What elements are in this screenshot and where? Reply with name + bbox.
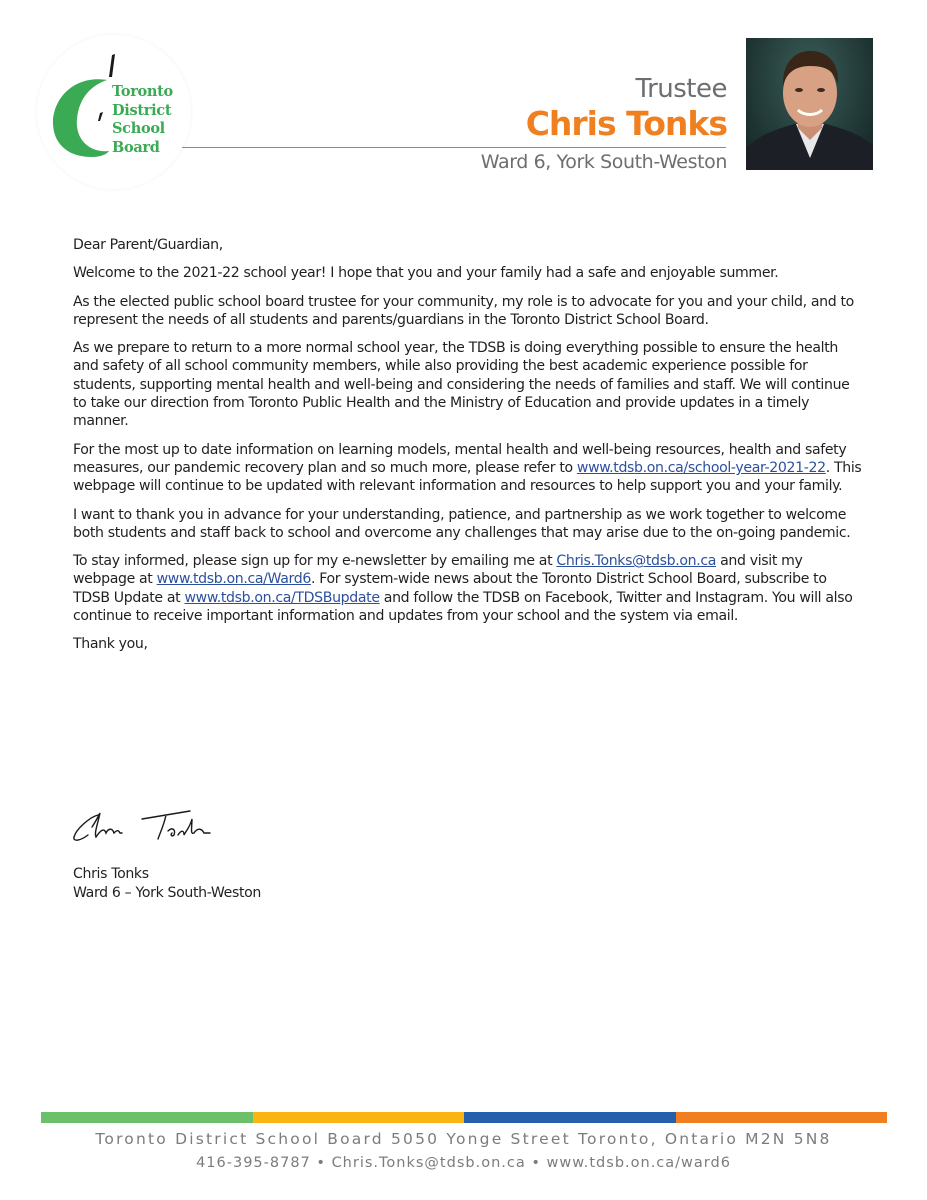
paragraph-role: As the elected public school board trustee for your community, my role is to advocate for you and your child, and to represent the needs of all students and parents/guardians in the Toronto District School Board. xyxy=(73,293,854,328)
text: . This webpage will continue to be updated with relevant information and resources to help support you and your family. xyxy=(73,459,862,495)
text: . For system-wide news about the Toronto District School Board, subscribe to TDSB Update at xyxy=(73,571,827,606)
paragraph-information xyxy=(73,441,863,496)
logo-line-district: District xyxy=(112,101,172,119)
footer-phone: 416-395-8787 xyxy=(196,1155,311,1171)
footer-contact xyxy=(0,1155,927,1171)
tdsb-update-link[interactable]: www.tdsb.on.ca/TDSBupdate xyxy=(184,589,380,606)
paragraph-thanks: I want to thank you in advance for your understanding, patience, and partnership as we work together to welcome both students and staff back to school and overcome any challenges that may arise due to the on-going pandemic. xyxy=(73,506,851,541)
footer-separator: • xyxy=(316,1155,326,1171)
text: and follow the TDSB on Facebook, Twitter and Instagram. You will also continue to receive important information and updates from your school and the system via email. xyxy=(73,589,853,625)
footer-website[interactable]: www.tdsb.on.ca/ward6 xyxy=(546,1155,731,1171)
paragraph-stay-informed xyxy=(73,552,863,625)
signature-ward: Ward 6 – York South-Weston xyxy=(73,885,261,901)
paragraph-return: As we prepare to return to a more normal school year, the TDSB is doing everything possible to ensure the health and safety of all school community members, while also providing the best academic experience possible for students, supporting mental health and well-being and considering the needs of families and staff. We will continue to take our direction from Toronto Public Health and the Ministry of Education and provide updates in a timely manner. xyxy=(73,340,850,430)
email-link[interactable]: Chris.Tonks@tdsb.on.ca xyxy=(556,553,717,570)
trustee-label: Trustee xyxy=(635,74,727,104)
text: To stay informed, please sign up for my e-newsletter by emailing me at xyxy=(73,553,557,570)
header-divider xyxy=(182,147,726,148)
bar-yellow xyxy=(253,1112,465,1123)
bar-orange xyxy=(676,1112,888,1123)
text: and visit my webpage at xyxy=(73,553,803,588)
closing: Thank you, xyxy=(73,636,148,653)
trustee-ward: Ward 6, York South-Weston xyxy=(480,151,727,173)
ward6-link[interactable]: www.tdsb.on.ca/Ward6 xyxy=(156,571,311,588)
portrait-icon xyxy=(746,38,873,170)
footer-address: Toronto District School Board 5050 Yonge Street Toronto, Ontario M2N 5N8 xyxy=(95,1130,832,1148)
footer-separator: • xyxy=(531,1155,541,1171)
bar-green xyxy=(41,1112,253,1123)
school-year-link[interactable]: www.tdsb.on.ca/school-year-2021-22 xyxy=(576,459,826,476)
trustee-name: Chris Tonks xyxy=(525,104,727,143)
logo-line-board: Board xyxy=(112,138,160,156)
trustee-photo xyxy=(746,38,873,170)
footer-color-bar xyxy=(41,1112,887,1123)
signature-icon xyxy=(70,805,230,850)
logo-text xyxy=(112,83,173,157)
footer-email[interactable]: Chris.Tonks@tdsb.on.ca xyxy=(331,1155,526,1171)
bar-blue xyxy=(464,1112,676,1123)
letter-body xyxy=(73,236,863,664)
signature-block xyxy=(73,865,261,903)
paragraph-welcome: Welcome to the 2021-22 school year! I hope that you and your family had a safe and enjoyable summer. xyxy=(73,265,779,282)
signature-name: Chris Tonks xyxy=(73,866,149,882)
logo-line-school: School xyxy=(112,120,165,137)
text: For the most up to date information on learning models, mental health and well-being resources, health and safety measures, our pandemic recovery plan and so much more, please refer to xyxy=(73,441,847,476)
tdsb-logo xyxy=(37,35,191,189)
salutation: Dear Parent/Guardian, xyxy=(73,237,223,253)
logo-line-toronto: Toronto xyxy=(112,83,173,100)
